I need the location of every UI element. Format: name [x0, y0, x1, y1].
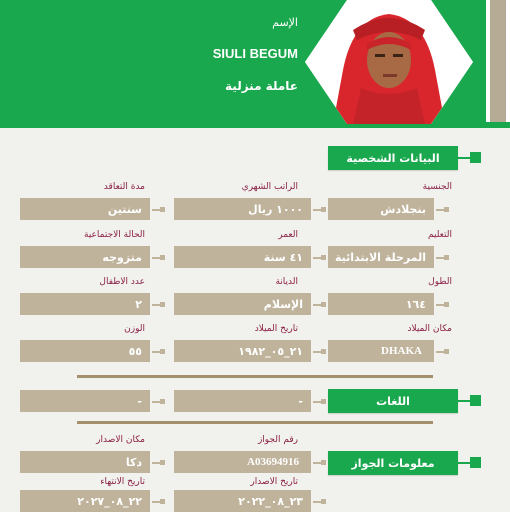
field-connector [152, 209, 160, 211]
field-marker [321, 460, 326, 465]
field-connector [436, 351, 444, 353]
field-connector [313, 257, 321, 259]
section-marker [470, 395, 481, 406]
field-connector [313, 501, 321, 503]
field-marker [321, 399, 326, 404]
profile-photo [303, 0, 475, 124]
field-connector [152, 462, 160, 464]
field-marker [321, 499, 326, 504]
expiry-field: ٢٢_٠٨_٢٠٢٧ [20, 490, 150, 512]
birthdate-field: ٢١_٠٥_١٩٨٢ [174, 340, 311, 362]
field-connector [152, 351, 160, 353]
name-label: الإسم [272, 16, 298, 29]
children-label: عدد الاطفال [99, 277, 145, 287]
section-passport-title: معلومات الجواز [328, 451, 458, 475]
field-marker [321, 207, 326, 212]
height-field: ١٦٤ [328, 293, 434, 315]
field-marker [160, 399, 165, 404]
section-marker [470, 152, 481, 163]
section-divider [77, 375, 433, 378]
children-field: ٢ [20, 293, 150, 315]
field-marker [160, 302, 165, 307]
field-connector [152, 304, 160, 306]
salary-field: ١٠٠٠ ريال [174, 198, 311, 220]
language-1-field: - [174, 390, 311, 412]
education-field: المرحلة الابتدائية [328, 246, 434, 268]
field-connector [313, 462, 321, 464]
language-2-field: - [20, 390, 150, 412]
section-marker [470, 457, 481, 468]
age-label: العمر [278, 230, 298, 240]
field-marker [321, 302, 326, 307]
field-marker [444, 302, 449, 307]
field-marker [160, 255, 165, 260]
section-languages-title: اللغات [328, 389, 458, 413]
field-connector [313, 401, 321, 403]
field-connector [313, 304, 321, 306]
field-connector [152, 401, 160, 403]
height-label: الطول [428, 277, 452, 287]
field-marker [321, 255, 326, 260]
section-personal-title: البيانات الشخصية [328, 146, 458, 170]
worker-role: عاملة منزلية [225, 79, 298, 93]
field-marker [444, 255, 449, 260]
header-side-tab [486, 0, 510, 122]
issue-place-field: دكا [20, 451, 150, 473]
field-connector [152, 501, 160, 503]
section-divider [77, 421, 433, 424]
field-marker [160, 499, 165, 504]
field-marker [321, 349, 326, 354]
field-connector [313, 209, 321, 211]
marital-label: الحالة الاجتماعية [84, 230, 145, 240]
field-connector [436, 304, 444, 306]
expiry-label: تاريخ الانتهاء [100, 477, 145, 487]
contract-field: سنتين [20, 198, 150, 220]
field-connector [436, 209, 444, 211]
weight-field: ٥٥ [20, 340, 150, 362]
field-marker [160, 349, 165, 354]
marital-field: متزوجه [20, 246, 150, 268]
passport-number-label: رقم الجواز [257, 435, 298, 445]
religion-field: الإسلام [174, 293, 311, 315]
worker-name: SIULI BEGUM [212, 46, 298, 61]
field-connector [436, 257, 444, 259]
age-field: ٤١ سنة [174, 246, 311, 268]
field-marker [160, 460, 165, 465]
education-label: التعليم [428, 230, 452, 240]
issue-date-label: تاريخ الاصدار [250, 477, 298, 487]
field-marker [444, 349, 449, 354]
birthdate-label: تاريخ الميلاد [254, 324, 298, 334]
weight-label: الوزن [124, 324, 145, 334]
contract-label: مدة التعاقد [103, 182, 145, 192]
header-side-tab-inner [490, 0, 506, 122]
field-marker [444, 207, 449, 212]
birthplace-label: مكان الميلاد [407, 324, 452, 334]
salary-label: الراتب الشهري [241, 182, 298, 192]
nationality-field: بنجلادش [328, 198, 434, 220]
issue-date-field: ٢٣_٠٨_٢٠٢٢ [174, 490, 311, 512]
issue-place-label: مكان الاصدار [96, 435, 145, 445]
nationality-label: الجنسية [422, 182, 452, 192]
field-marker [160, 207, 165, 212]
religion-label: الديانة [275, 277, 298, 287]
birthplace-field: DHAKA [328, 340, 434, 362]
passport-number-field: A03694916 [174, 451, 311, 473]
field-connector [313, 351, 321, 353]
field-connector [152, 257, 160, 259]
